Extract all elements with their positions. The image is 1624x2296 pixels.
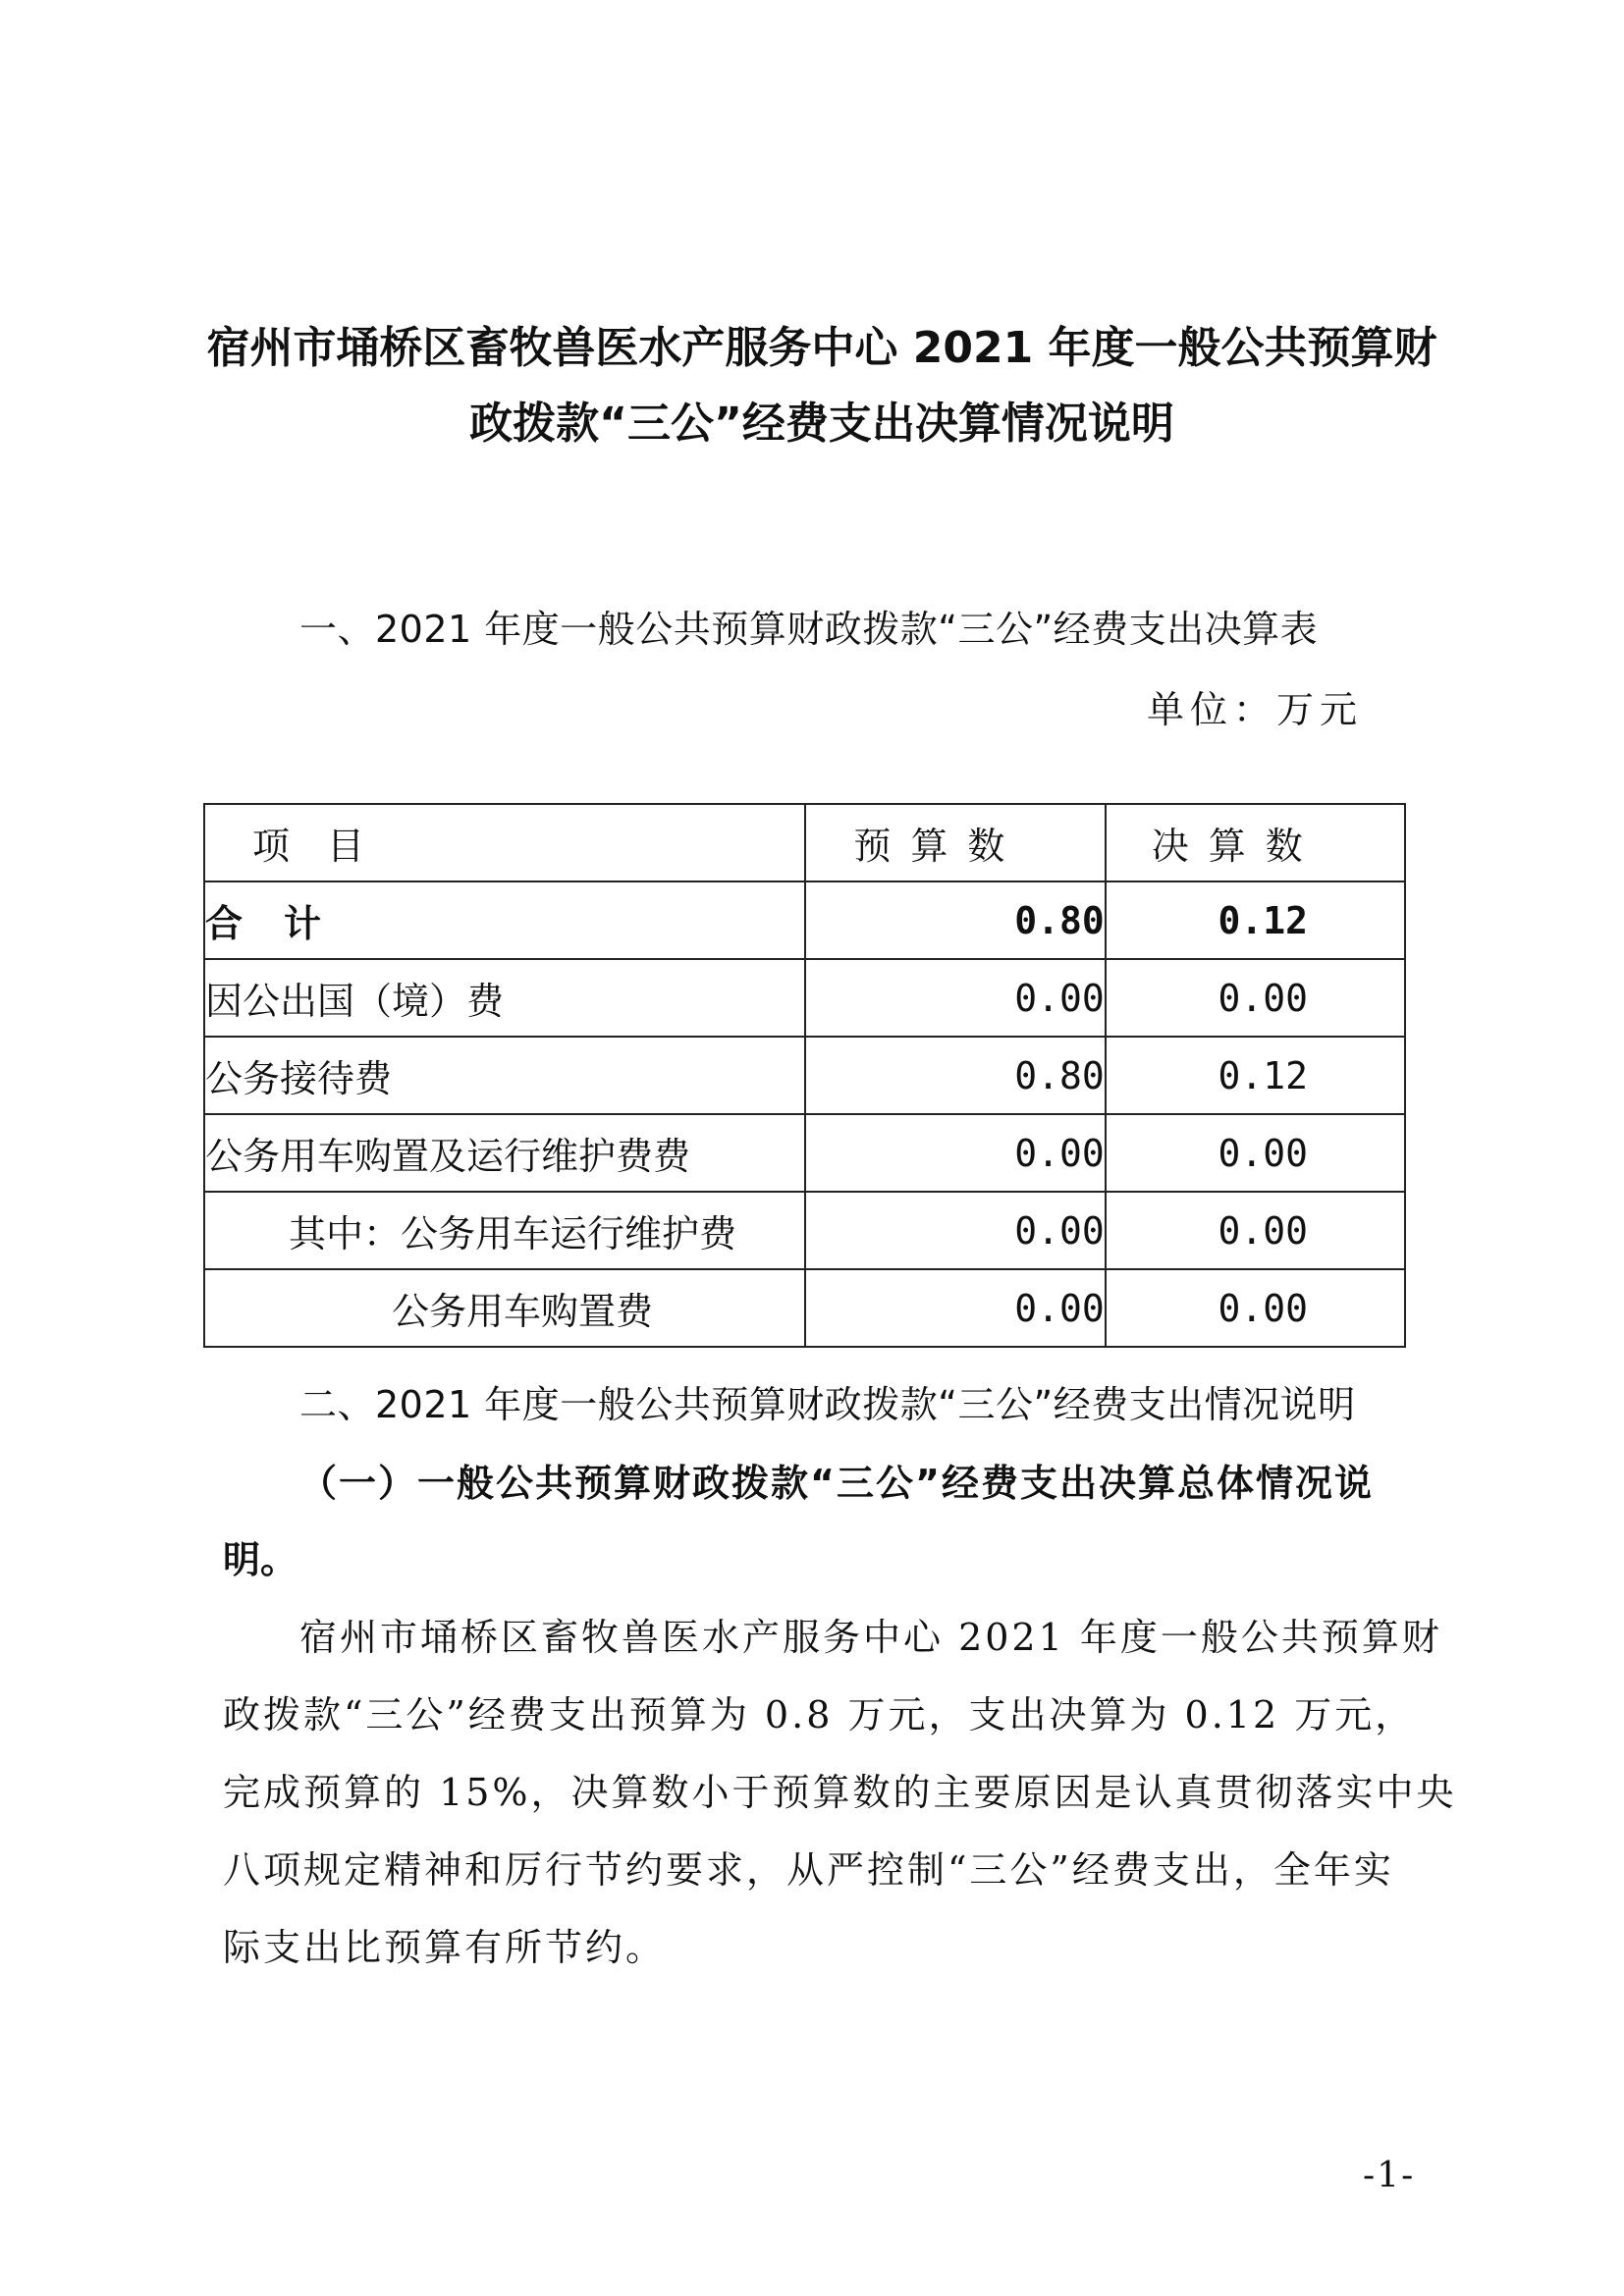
table-row (204, 1269, 1405, 1347)
actual-value: 0.12 (1106, 1037, 1405, 1114)
document-title-line-1: 宿州市埇桥区畜牧兽医水产服务中心 2021 年度一般公共预算财 (206, 323, 1437, 373)
row-label: 公务接待费 (204, 1037, 805, 1114)
paragraph-line: 政拨款“三公”经费支出预算为 0.8 万元，支出决算为 0.12 万元， (223, 1693, 1416, 1736)
paragraph-line: 际支出比预算有所节约。 (223, 1926, 667, 1969)
page-number: -1- (1363, 2156, 1416, 2196)
paragraph-line: 宿州市埇桥区畜牧兽医水产服务中心 2021 年度一般公共预算财 (299, 1616, 1442, 1659)
row-label: 其中：公务用车运行维护费 (204, 1192, 805, 1269)
section-2-heading: 二、2021 年度一般公共预算财政拨款“三公”经费支出情况说明 (299, 1383, 1356, 1426)
budget-value: 0.80 (805, 1037, 1105, 1114)
row-label: 公务用车购置费 (204, 1269, 805, 1347)
column-header-actual: 决算数 (1106, 804, 1405, 881)
column-header-item: 项目 (204, 804, 805, 881)
document-title-line-2: 政拨款“三公”经费支出决算情况说明 (469, 399, 1174, 449)
actual-value: 0.00 (1106, 1192, 1405, 1269)
budget-value: 0.00 (805, 959, 1105, 1037)
three-public-expense-table (203, 803, 1406, 1348)
table-header-row (204, 804, 1405, 881)
budget-value: 0.00 (805, 1269, 1105, 1347)
actual-value: 0.12 (1106, 881, 1405, 959)
table-row (204, 1192, 1405, 1269)
table-row (204, 1114, 1405, 1192)
sub-heading-line-2: 明。 (223, 1538, 298, 1581)
row-label: 合计 (204, 881, 805, 959)
row-label: 公务用车购置及运行维护费费 (204, 1114, 805, 1192)
budget-value: 0.80 (805, 881, 1105, 959)
budget-value: 0.00 (805, 1192, 1105, 1269)
paragraph-line: 八项规定精神和厉行节约要求，从严控制“三公”经费支出，全年实 (223, 1848, 1394, 1892)
unit-label: 单位：万元 (1147, 688, 1364, 731)
actual-value: 0.00 (1106, 1114, 1405, 1192)
row-label: 因公出国（境）费 (204, 959, 805, 1037)
budget-value: 0.00 (805, 1114, 1105, 1192)
table-row (204, 1037, 1405, 1114)
table-row-total (204, 881, 1405, 959)
section-1-heading: 一、2021 年度一般公共预算财政拨款“三公”经费支出决算表 (299, 608, 1319, 651)
paragraph-line: 完成预算的 15%，决算数小于预算数的主要原因是认真贯彻落实中央 (223, 1771, 1457, 1814)
table-row (204, 959, 1405, 1037)
sub-heading-line-1: （一）一般公共预算财政拨款“三公”经费支出决算总体情况说 (299, 1462, 1374, 1505)
column-header-budget: 预算数 (805, 804, 1105, 881)
actual-value: 0.00 (1106, 1269, 1405, 1347)
actual-value: 0.00 (1106, 959, 1405, 1037)
